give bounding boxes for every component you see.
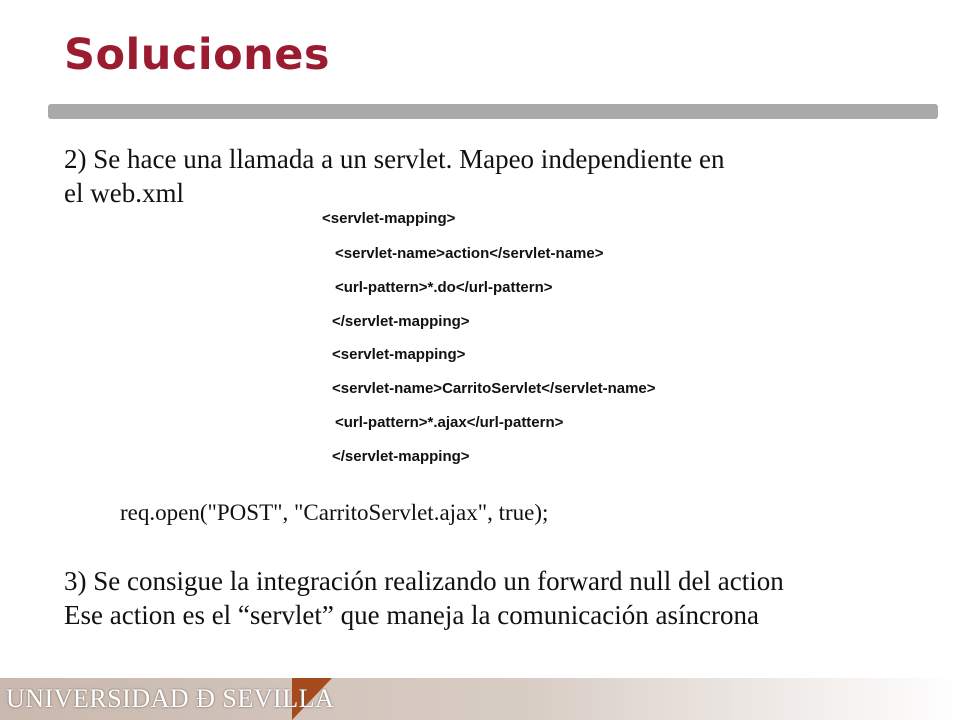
code-line: <servlet-name>CarritoServlet</servlet-name> <box>332 380 656 397</box>
code-line: <servlet-mapping> <box>322 210 456 227</box>
ajax-call-code: req.open("POST", "CarritoServlet.ajax", true); <box>120 500 549 525</box>
code-line: <servlet-name>action</servlet-name> <box>335 245 604 262</box>
code-line: <url-pattern>*.ajax</url-pattern> <box>335 414 564 431</box>
paragraph-line: el web.xml <box>64 178 184 208</box>
code-line: <url-pattern>*.do</url-pattern> <box>335 279 553 296</box>
paragraph-line: Ese action es el “servlet” que maneja la comunicación asíncrona <box>64 600 759 630</box>
code-line: </servlet-mapping> <box>332 448 470 465</box>
slide-title: Soluciones <box>64 30 331 80</box>
paragraph-line: 3) Se consigue la integración realizando un forward null del action <box>64 566 784 596</box>
paragraph-integration <box>64 564 784 632</box>
code-line: <servlet-mapping> <box>332 346 466 363</box>
paragraph-servlet-call <box>64 142 725 210</box>
title-divider <box>48 104 938 119</box>
code-line: </servlet-mapping> <box>332 313 470 330</box>
paragraph-line: 2) Se hace una llamada a un servlet. Mapeo independiente en <box>64 144 725 174</box>
university-logo: UNIVERSIDAD Ð SEVILLA <box>6 684 335 713</box>
